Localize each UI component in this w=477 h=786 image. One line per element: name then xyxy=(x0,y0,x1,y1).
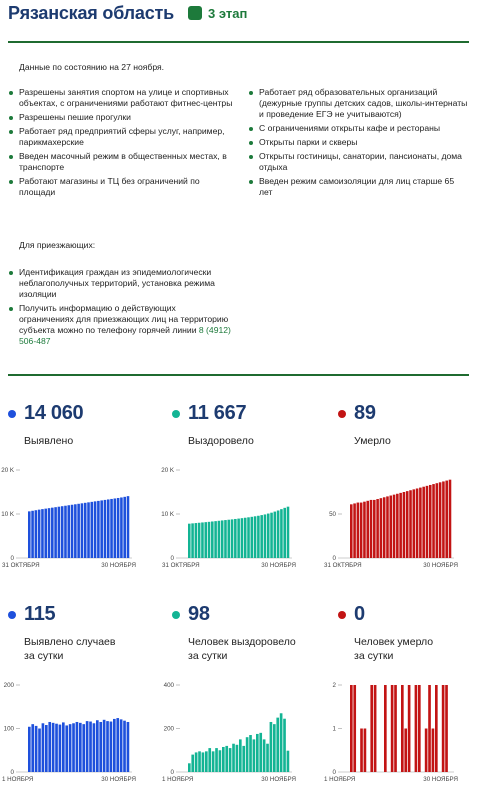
top-divider xyxy=(8,41,469,43)
y-tick-label: 0 xyxy=(332,555,336,562)
stat-recovered xyxy=(172,402,254,448)
bar xyxy=(442,481,445,558)
bar xyxy=(191,523,194,558)
y-tick-label: 0 xyxy=(170,769,174,776)
bar xyxy=(222,747,225,772)
middle-divider xyxy=(8,374,469,376)
bar xyxy=(416,488,419,558)
bar xyxy=(370,685,373,772)
bar xyxy=(67,505,70,558)
bar xyxy=(280,509,283,558)
bar xyxy=(376,499,379,558)
y-tick-label: 10 K xyxy=(161,511,174,518)
bar xyxy=(241,518,244,558)
bar xyxy=(208,522,211,558)
bar xyxy=(432,729,435,773)
bar xyxy=(103,720,106,772)
stage-square-icon xyxy=(188,6,202,20)
bar xyxy=(249,735,252,772)
dot-icon xyxy=(8,611,16,619)
bar xyxy=(104,500,107,558)
bar xyxy=(120,719,123,772)
stat-value: 11 667 xyxy=(188,402,247,424)
bar xyxy=(62,722,65,772)
bar xyxy=(273,724,276,772)
stat-detected-daily xyxy=(8,603,115,663)
stat-label-line2: за сутки xyxy=(354,650,394,662)
bar xyxy=(211,521,214,558)
bar xyxy=(380,498,383,558)
bar xyxy=(409,490,412,558)
list-item: С ограничениями открыты кафе и рестораны xyxy=(248,123,469,134)
bar xyxy=(123,721,126,772)
stat-label-line1: Человек выздоровело xyxy=(188,636,296,648)
bar xyxy=(31,724,34,772)
bar xyxy=(287,507,290,558)
y-tick-label: 400 xyxy=(163,682,174,689)
bar xyxy=(69,724,72,772)
bar xyxy=(439,482,442,558)
chart-died-total xyxy=(322,462,472,572)
dot-icon xyxy=(172,611,180,619)
bar xyxy=(74,504,77,558)
y-tick-label: 200 xyxy=(163,725,174,733)
bar xyxy=(251,517,254,558)
bar xyxy=(218,521,221,558)
bar xyxy=(426,486,429,558)
x-tick-label-start: 31 ОКТЯБРЯ xyxy=(162,562,200,569)
bar xyxy=(445,685,448,772)
bar xyxy=(221,520,224,558)
bar xyxy=(247,517,250,558)
bar xyxy=(94,501,97,558)
bar xyxy=(58,507,61,558)
bar xyxy=(45,725,48,772)
bar xyxy=(429,485,432,558)
stage-label: 3 этап xyxy=(208,5,248,21)
stat-label: Умерло xyxy=(354,435,391,447)
bar xyxy=(204,522,207,558)
bar xyxy=(188,524,191,558)
bar xyxy=(415,685,418,772)
chart-recovered-total xyxy=(160,462,310,572)
bar xyxy=(117,498,120,558)
bar xyxy=(442,685,445,772)
bar xyxy=(71,505,74,558)
y-tick-label: 2 xyxy=(332,682,336,689)
bar xyxy=(350,685,353,772)
bar xyxy=(110,722,113,772)
chart-recovered-daily xyxy=(160,677,310,786)
bar xyxy=(266,744,269,772)
bar xyxy=(425,729,428,773)
bar xyxy=(257,516,260,558)
bar xyxy=(72,723,75,772)
list-item: Работают магазины и ТЦ без ограничений по площади xyxy=(8,176,233,198)
bar xyxy=(110,499,113,558)
bar xyxy=(51,508,54,558)
bar xyxy=(38,510,41,558)
bar xyxy=(64,506,67,558)
bar xyxy=(419,488,422,558)
bar xyxy=(254,516,257,558)
bar xyxy=(82,724,85,772)
bar xyxy=(384,685,387,772)
stat-label-line2: за сутки xyxy=(24,650,64,662)
bar xyxy=(59,725,62,772)
bar xyxy=(404,729,407,773)
x-tick-label-end: 30 НОЯБРЯ xyxy=(423,776,458,783)
bar xyxy=(435,685,438,772)
bar xyxy=(31,511,34,558)
bar xyxy=(408,685,411,772)
bar xyxy=(256,734,259,772)
stat-died xyxy=(338,402,391,448)
bar xyxy=(127,722,130,772)
rules-left-list xyxy=(8,87,233,201)
y-tick-label: 10 K xyxy=(1,511,14,518)
y-tick-label: 20 K xyxy=(1,467,14,474)
list-item: Введен масочный режим в общественных местах, в транспорте xyxy=(8,151,233,173)
bar xyxy=(219,750,222,772)
x-tick-label-start: 31 ОКТЯБРЯ xyxy=(324,562,362,569)
bar xyxy=(120,497,123,558)
stat-label xyxy=(24,635,115,663)
x-tick-label-end: 30 НОЯБРЯ xyxy=(261,776,296,783)
list-item: Разрешены пешие прогулки xyxy=(8,112,233,123)
chart-detected-total xyxy=(0,462,150,572)
bar xyxy=(55,724,58,772)
bar xyxy=(267,514,270,558)
bar xyxy=(99,722,102,772)
bar xyxy=(44,509,47,558)
bar xyxy=(93,723,96,772)
bar xyxy=(76,722,79,772)
bar xyxy=(65,725,68,772)
bar xyxy=(239,739,242,772)
bar xyxy=(232,744,235,772)
bar xyxy=(374,685,377,772)
stage-badge xyxy=(188,6,247,21)
bar xyxy=(54,507,57,558)
bar xyxy=(231,519,234,558)
bar xyxy=(236,745,239,772)
bar xyxy=(259,733,262,772)
bar xyxy=(42,723,45,772)
bar xyxy=(86,721,89,772)
stat-value: 89 xyxy=(354,402,376,424)
bar xyxy=(28,511,31,558)
bar xyxy=(127,496,130,558)
bar xyxy=(263,739,266,772)
bar xyxy=(201,522,204,558)
stat-label-line1: Человек умерло xyxy=(354,636,434,648)
bar xyxy=(270,513,273,558)
bar xyxy=(436,483,439,558)
bar xyxy=(373,500,376,558)
bar xyxy=(386,496,389,558)
y-tick-label: 0 xyxy=(10,555,14,562)
bar xyxy=(280,713,283,772)
dot-icon xyxy=(338,611,346,619)
bar xyxy=(246,737,249,772)
dot-icon xyxy=(338,410,346,418)
bar xyxy=(366,501,369,558)
stat-value: 14 060 xyxy=(24,402,84,424)
bar xyxy=(283,508,286,558)
bar xyxy=(364,729,367,773)
bar xyxy=(116,718,119,772)
stat-value: 0 xyxy=(354,603,365,625)
rules-right-list xyxy=(248,87,469,201)
bar xyxy=(422,487,425,558)
chart-detected-daily xyxy=(0,677,150,786)
bar xyxy=(202,752,205,772)
bar xyxy=(370,500,373,558)
bar xyxy=(353,685,356,772)
bar xyxy=(353,503,356,558)
bar xyxy=(113,719,116,772)
list-item: Разрешены занятия спортом на улице и спортивных объектах, с ограничениями работают фитнес-центры xyxy=(8,87,233,109)
bar xyxy=(432,484,435,558)
dot-icon xyxy=(172,410,180,418)
bar xyxy=(89,722,92,772)
bar xyxy=(114,498,117,558)
stat-value: 115 xyxy=(24,603,56,625)
bar xyxy=(87,502,90,558)
visitors-list xyxy=(8,267,233,350)
stat-recovered-daily xyxy=(172,603,296,663)
y-tick-label: 20 K xyxy=(161,467,174,474)
y-tick-label: 0 xyxy=(332,769,336,776)
bar xyxy=(91,502,94,558)
bar xyxy=(77,504,80,558)
list-item: Открыты парки и скверы xyxy=(248,137,469,148)
bar xyxy=(260,515,263,558)
bar xyxy=(48,508,51,558)
stat-died-daily xyxy=(338,603,433,663)
list-item: Открыты гостиницы, санатории, пансионаты, дома отдыха xyxy=(248,151,469,173)
y-tick-label: 0 xyxy=(10,769,14,776)
stat-label: Выявлено xyxy=(24,435,74,447)
stat-detected xyxy=(8,402,83,448)
x-tick-label-end: 30 НОЯБРЯ xyxy=(101,562,136,569)
bar xyxy=(208,748,211,772)
y-tick-label: 1 xyxy=(332,725,336,733)
bar xyxy=(96,720,99,772)
bar xyxy=(406,491,409,558)
x-tick-label-start: 1 НОЯБРЯ xyxy=(2,776,34,783)
bar xyxy=(107,499,110,558)
bar xyxy=(38,729,41,773)
y-tick-label: 50 xyxy=(329,511,336,518)
bar xyxy=(276,718,279,772)
bar xyxy=(198,523,201,558)
bar xyxy=(97,501,100,558)
bar xyxy=(79,723,82,772)
x-tick-label-start: 31 ОКТЯБРЯ xyxy=(2,562,40,569)
bar xyxy=(100,500,103,558)
bar xyxy=(225,746,228,772)
bar xyxy=(229,748,232,772)
bar xyxy=(396,494,399,558)
bar xyxy=(123,497,126,558)
dot-icon xyxy=(8,410,16,418)
bar xyxy=(224,520,227,558)
bar xyxy=(360,729,363,773)
bar xyxy=(84,503,87,558)
bar xyxy=(277,510,280,558)
bar xyxy=(191,755,194,772)
bar xyxy=(28,727,31,772)
bar xyxy=(212,751,215,772)
bar xyxy=(357,503,360,558)
bar xyxy=(198,751,201,772)
stat-label xyxy=(188,635,296,663)
stat-value: 98 xyxy=(188,603,210,625)
bar xyxy=(205,751,208,772)
bar xyxy=(363,502,366,558)
bar xyxy=(227,520,230,558)
x-tick-label-start: 1 НОЯБРЯ xyxy=(324,776,356,783)
bar xyxy=(449,480,452,558)
bar xyxy=(195,523,198,558)
visitors-item-text: Получить информацию о действующих ограничениях для приезжающих лиц на территорию субъекта можно по телефону горячей линии xyxy=(19,303,229,335)
visitors-heading: Для приезжающих: xyxy=(19,240,96,250)
bar xyxy=(274,512,277,558)
x-tick-label-end: 30 НОЯБРЯ xyxy=(261,562,296,569)
list-item: Работает ряд образовательных организаций (дежурные группы детских садов, школы-интернаты и проведение ЕГЭ не учитываются) xyxy=(248,87,469,120)
bar xyxy=(270,722,273,772)
hotline-phone: 8 (4912) 506-487 xyxy=(19,325,231,346)
bar xyxy=(61,506,64,558)
x-tick-label-end: 30 НОЯБРЯ xyxy=(423,562,458,569)
bar xyxy=(389,496,392,558)
region-title: Рязанская область xyxy=(8,2,175,23)
chart-died-daily xyxy=(322,677,472,786)
y-tick-label: 100 xyxy=(3,725,14,733)
bar xyxy=(41,509,44,558)
bar xyxy=(237,519,240,558)
bar xyxy=(383,497,386,558)
bar xyxy=(35,510,38,558)
bar xyxy=(391,685,394,772)
bar xyxy=(393,495,396,558)
stat-label-line1: Выявлено случаев xyxy=(24,636,116,648)
bar xyxy=(283,719,286,772)
bar xyxy=(360,503,363,558)
bar xyxy=(195,752,198,772)
bar xyxy=(413,489,416,558)
y-tick-label: 0 xyxy=(170,555,174,562)
stat-label-line2: за сутки xyxy=(188,650,228,662)
bar xyxy=(350,504,353,558)
bar xyxy=(403,492,406,558)
bar xyxy=(401,685,404,772)
list-item: Работает ряд предприятий сферы услуг, например, парикмахерские xyxy=(8,126,233,148)
as-of-date: Данные по состоянию на 27 ноября. xyxy=(19,62,165,72)
bar xyxy=(253,739,256,772)
bar xyxy=(244,518,247,558)
bar xyxy=(399,493,402,558)
bar xyxy=(394,685,397,772)
bar xyxy=(428,685,431,772)
bar xyxy=(106,721,109,772)
list-item xyxy=(8,303,233,347)
stat-label: Выздоровело xyxy=(188,435,254,447)
y-tick-label: 200 xyxy=(3,682,14,689)
bar xyxy=(264,514,267,558)
bar xyxy=(81,503,84,558)
x-tick-label-start: 1 НОЯБРЯ xyxy=(162,776,194,783)
bar xyxy=(242,746,245,772)
bar xyxy=(188,763,191,772)
bar xyxy=(48,722,51,772)
bar xyxy=(418,685,421,772)
stat-label xyxy=(354,635,433,663)
list-item: Введен режим самоизоляции для лиц старше 65 лет xyxy=(248,176,469,198)
bar xyxy=(287,751,290,772)
bar xyxy=(215,748,218,772)
x-tick-label-end: 30 НОЯБРЯ xyxy=(101,776,136,783)
region-header xyxy=(8,0,247,26)
list-item: Идентификация граждан из эпидемиологически неблагополучных территорий, установка режима изоляции xyxy=(8,267,233,300)
bar xyxy=(214,521,217,558)
bar xyxy=(234,519,237,558)
bar xyxy=(445,481,448,558)
bar xyxy=(35,726,38,772)
bar xyxy=(52,723,55,772)
